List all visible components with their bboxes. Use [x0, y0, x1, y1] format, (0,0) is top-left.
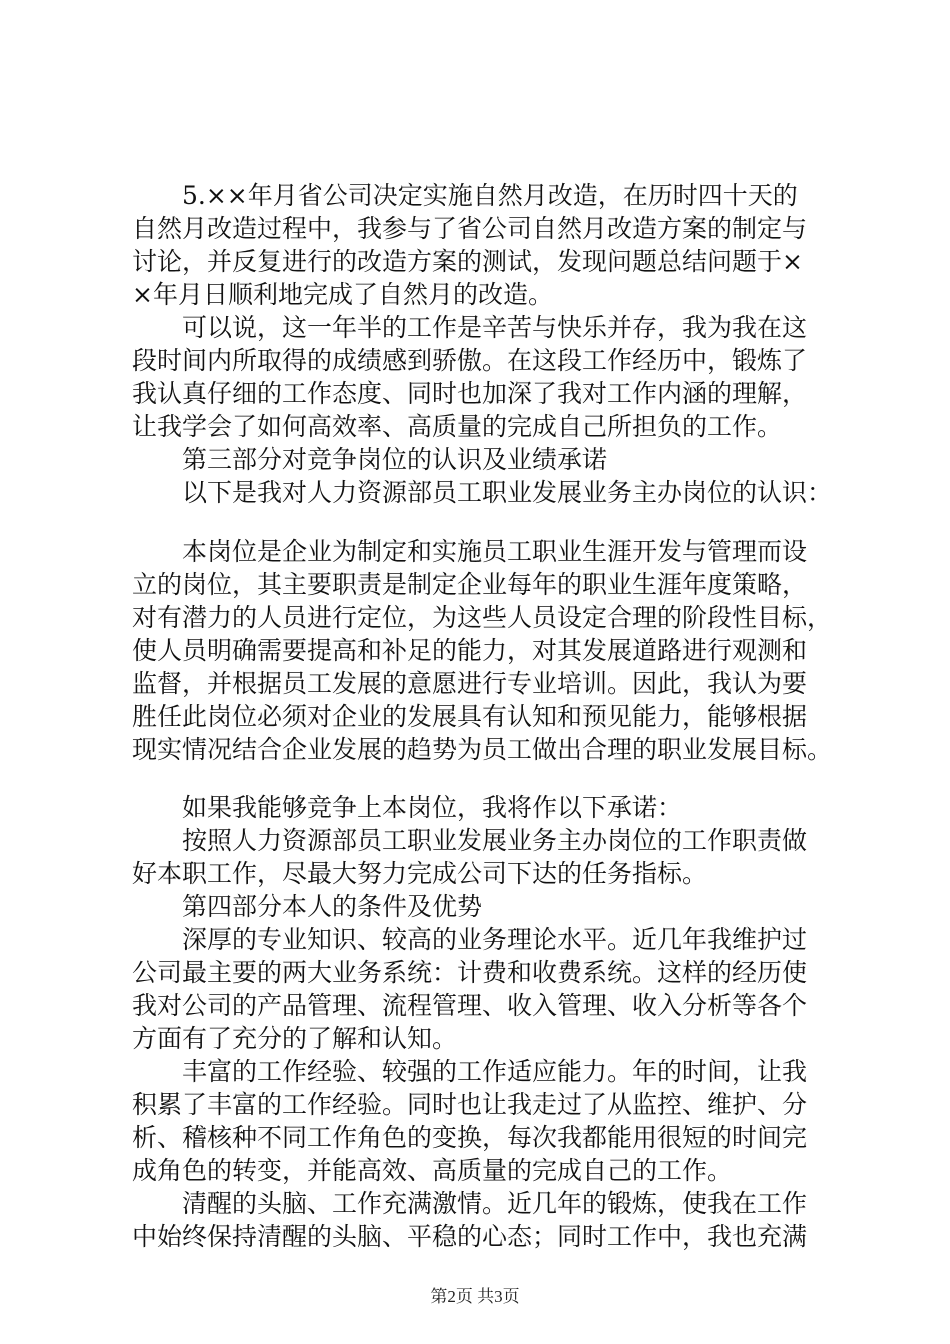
body-text-line: 段时间内所取得的成绩感到骄傲。在这段工作经历中，锻炼了	[132, 346, 808, 375]
body-text-line: 以下是我对人力资源部员工职业发展业务主办岗位的认识：	[132, 478, 833, 507]
body-text-line: 讨论，并反复进行的改造方案的测试，发现问题总结问题于×	[132, 247, 803, 276]
body-text-line: 公司最主要的两大业务系统：计费和收费系统。这样的经历使	[132, 958, 808, 987]
body-text-line: 丰富的工作经验、较强的工作适应能力。年的时间，让我	[132, 1057, 808, 1086]
body-text-line: 好本职工作，尽最大努力完成公司下达的任务指标。	[132, 859, 708, 888]
body-text-line: 监督，并根据员工发展的意愿进行专业培训。因此，我认为要	[132, 669, 808, 698]
body-text-line: 立的岗位，其主要职责是制定企业每年的职业生涯年度策略，	[132, 570, 808, 599]
body-text-line: 使人员明确需要提高和补足的能力，对其发展道路进行观测和	[132, 636, 808, 665]
body-text-line: 深厚的专业知识、较高的业务理论水平。近几年我维护过	[132, 925, 808, 954]
body-text-line: 5.××年月省公司决定实施自然月改造，在历时四十天的	[132, 181, 798, 210]
body-text-line: 中始终保持清醒的头脑、平稳的心态；同时工作中，我也充满	[132, 1222, 808, 1251]
body-text-line: 如果我能够竞争上本岗位，我将作以下承诺：	[132, 793, 683, 822]
body-text-line: 让我学会了如何高效率、高质量的完成自己所担负的工作。	[132, 412, 783, 441]
body-text-line: 按照人力资源部员工职业发展业务主办岗位的工作职责做	[132, 826, 808, 855]
body-text-line: 成角色的转变，并能高效、高质量的完成自己的工作。	[132, 1156, 733, 1185]
body-text-line: 现实情况结合企业发展的趋势为员工做出合理的职业发展目标。	[132, 735, 833, 764]
page-number-footer: 第2页 共3页	[430, 1287, 520, 1306]
body-text-line: 我认真仔细的工作态度、同时也加深了我对工作内涵的理解，	[132, 379, 808, 408]
body-text-line: 自然月改造过程中，我参与了省公司自然月改造方案的制定与	[132, 214, 808, 243]
body-text-line: 对有潜力的人员进行定位，为这些人员设定合理的阶段性目标，	[132, 603, 833, 632]
body-text-line: 析、稽核种不同工作角色的变换，每次我都能用很短的时间完	[132, 1123, 808, 1152]
body-text-line: 我对公司的产品管理、流程管理、收入管理、收入分析等各个	[132, 991, 808, 1020]
section-heading: 第三部分对竞争岗位的认识及业绩承诺	[132, 445, 608, 474]
body-text-line: 本岗位是企业为制定和实施员工职业生涯开发与管理而设	[132, 537, 808, 566]
body-text-line: 胜任此岗位必须对企业的发展具有认知和预见能力，能够根据	[132, 702, 808, 731]
section-heading: 第四部分本人的条件及优势	[132, 892, 483, 921]
body-text-line: 清醒的头脑、工作充满激情。近几年的锻炼，使我在工作	[132, 1189, 808, 1218]
body-text-line: 可以说，这一年半的工作是辛苦与快乐并存，我为我在这	[132, 313, 808, 342]
body-text-line: 方面有了充分的了解和认知。	[132, 1024, 458, 1053]
body-text-line: 积累了丰富的工作经验。同时也让我走过了从监控、维护、分	[132, 1090, 808, 1119]
body-text-line: ×年月日顺利地完成了自然月的改造。	[132, 280, 553, 309]
